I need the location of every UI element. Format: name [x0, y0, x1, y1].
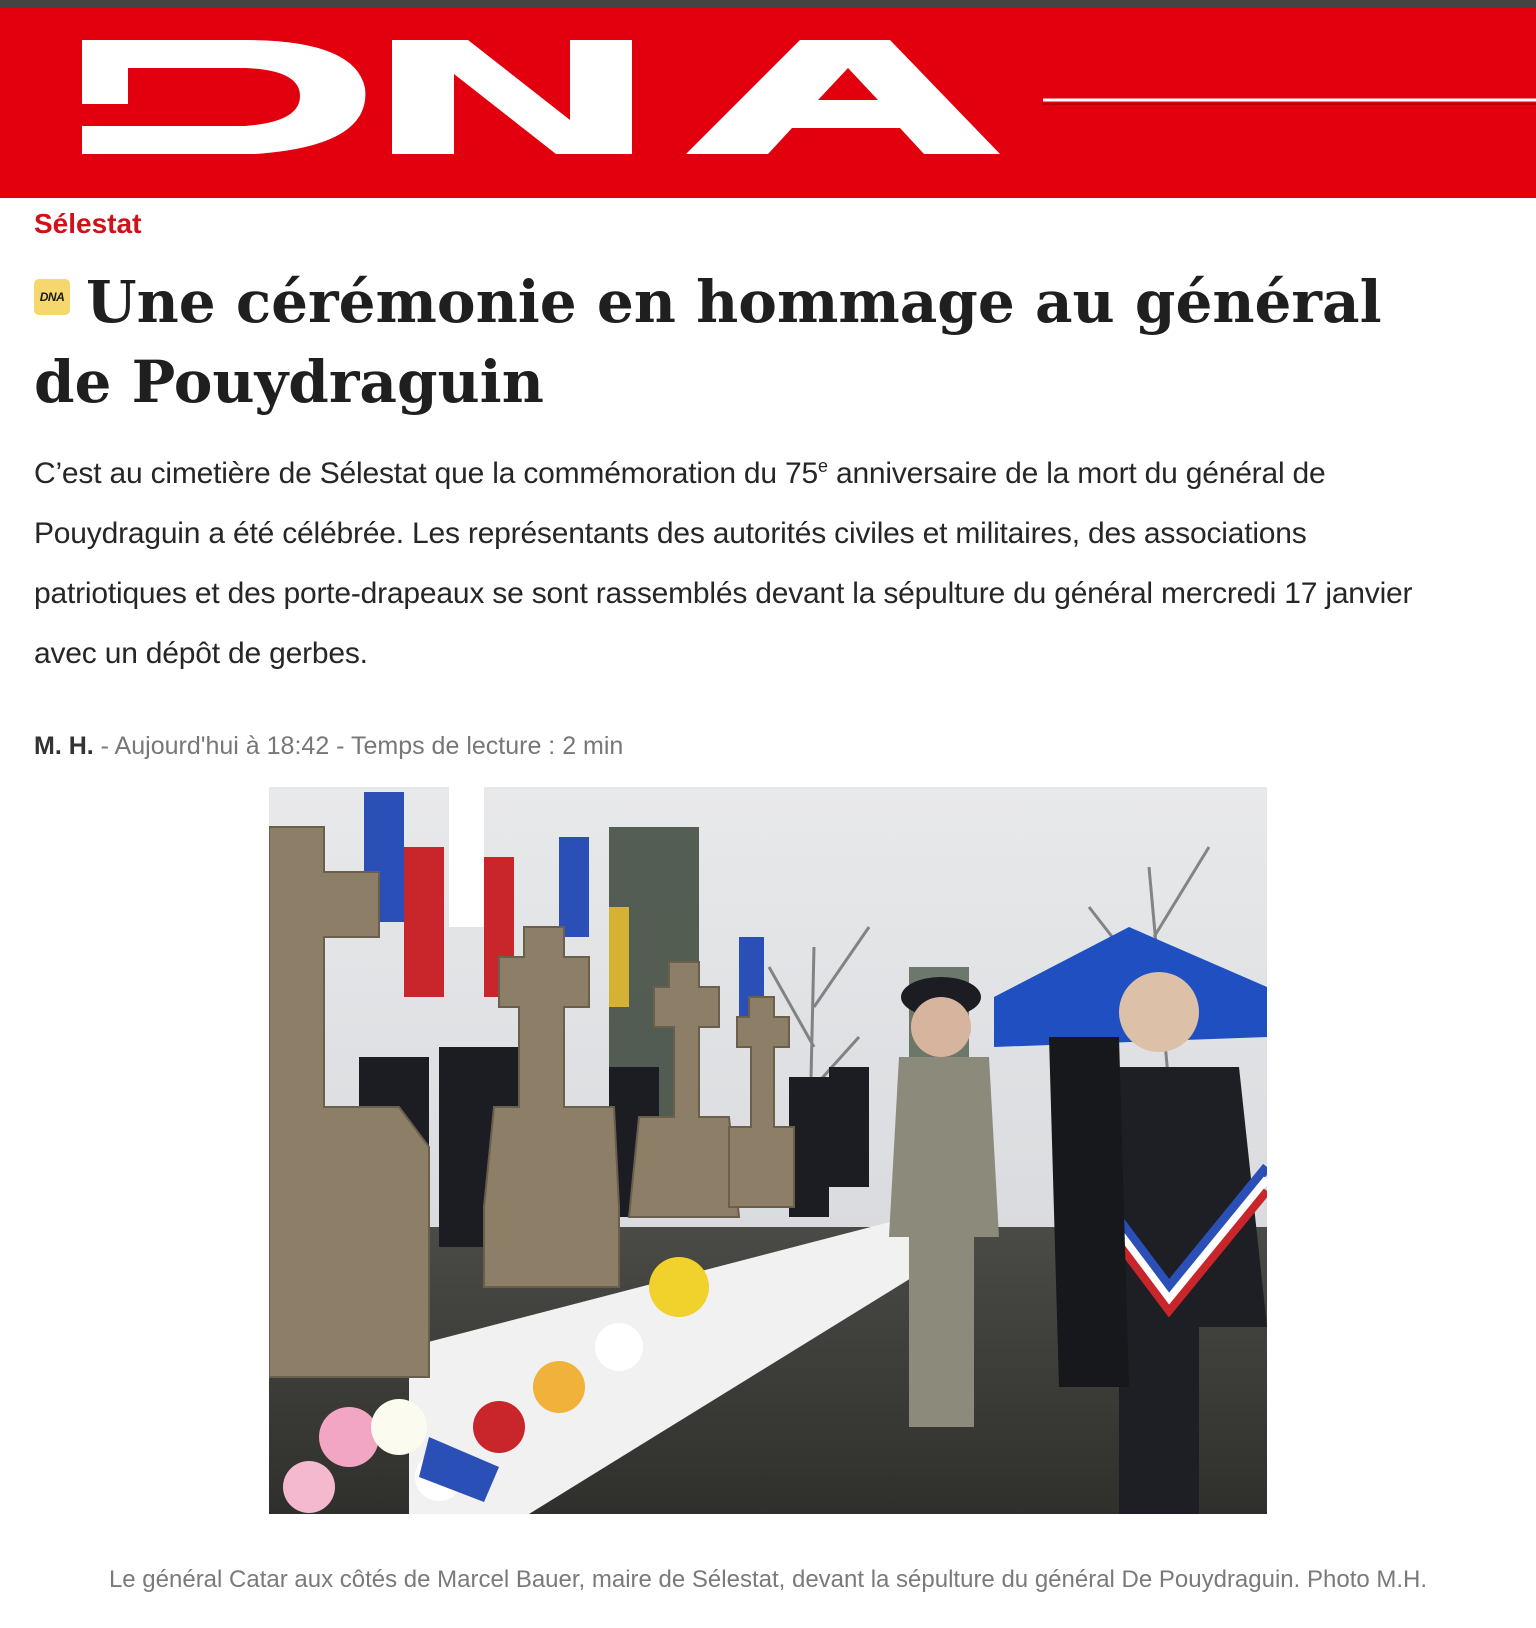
- lead-superscript: e: [818, 456, 828, 476]
- byline: [34, 732, 623, 761]
- dna-badge-icon: DNA: [34, 279, 70, 315]
- section-label[interactable]: Sélestat: [34, 208, 142, 239]
- article-photo[interactable]: [269, 787, 1267, 1514]
- lead-part-2: anniversaire de la mort du général de Pouydraguin a été célébrée. Les représentants des autorités civiles et militaires, des associations patriotiques et des porte-drapeaux se sont rassemblés devant la sépulture du général mercredi 17 janvier avec un dépôt de gerbes.: [34, 457, 1413, 670]
- article-title-text: Une cérémonie en hommage au général de Pouydraguin: [34, 268, 1382, 416]
- author[interactable]: M. H.: [34, 732, 94, 760]
- dna-logo[interactable]: [0, 8, 1536, 198]
- top-border: [0, 0, 1536, 8]
- ceremony-photo: [269, 787, 1267, 1514]
- byline-meta: - Aujourd'hui à 18:42 - Temps de lecture : 2 min: [93, 732, 624, 760]
- lead-part-1: C’est au cimetière de Sélestat que la commémoration du 75: [34, 457, 819, 490]
- masthead: [0, 8, 1536, 198]
- article-lead: [34, 444, 1454, 684]
- article-title: [34, 262, 1474, 422]
- photo-caption: Le général Catar aux côtés de Marcel Bauer, maire de Sélestat, devant la sépulture du général De Pouydraguin. Photo M.H.: [108, 1566, 1428, 1593]
